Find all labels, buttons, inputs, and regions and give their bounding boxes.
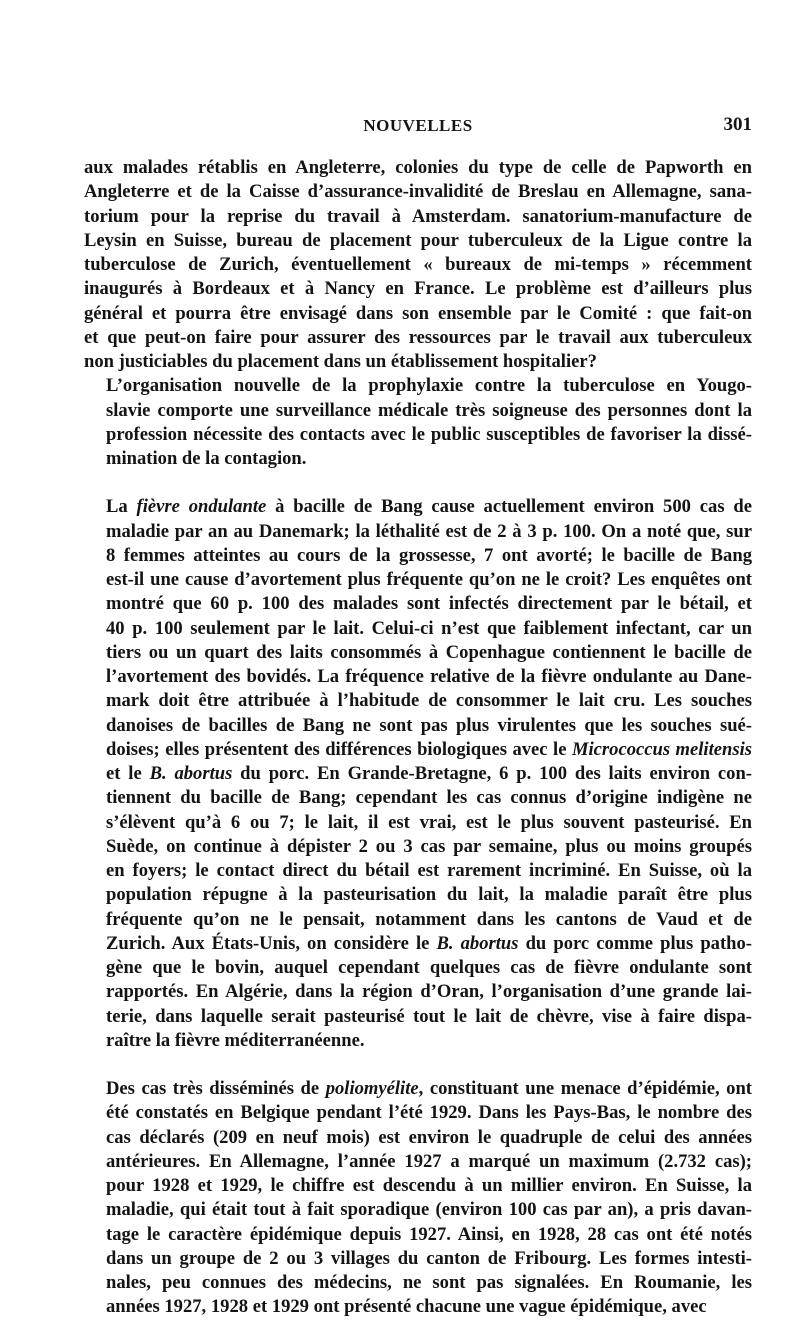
text-line: pour 1928 et 1929, le chiffre est descendu à un millier environ. En Suisse, la xyxy=(106,1175,752,1196)
text-segment: et le xyxy=(106,763,150,784)
text-segment: La xyxy=(106,496,137,518)
text-line: maladie par an au Danemark; la léthalité est de 2 à 3 p. 100. On a noté que, sur xyxy=(106,520,752,542)
text-line xyxy=(84,738,752,762)
text-line: population répugne à la pasteurisation du lait, la maladie paraît être plus xyxy=(106,884,752,906)
text-line: Leysin en Suisse, bureau de placement pour tuberculeux de la Ligue contre la xyxy=(84,229,752,251)
text-line xyxy=(84,1077,752,1101)
text-segment: Zurich. Aux États-Unis, on considère le xyxy=(106,932,437,954)
text-line: profession nécessite des contacts avec le public susceptibles de favoriser la dissé- xyxy=(106,423,752,445)
text-line: années 1927, 1928 et 1929 ont présenté chacune une vague épidémique, avec xyxy=(106,1296,707,1318)
text-line: L’organisation nouvelle de la prophylaxie contre la tuberculose en Yougo- xyxy=(106,375,752,397)
text-line: Angleterre et de la Caisse d’assurance-invalidité de Breslau en Allemagne, sana- xyxy=(84,181,752,203)
paragraph-poliomyelitis xyxy=(84,1077,752,1320)
text-line xyxy=(84,495,752,519)
italic-term: Micrococcus melitensis xyxy=(571,738,752,760)
text-segment: à bacille de Bang cause actuellement environ 500 cas de xyxy=(266,496,752,518)
text-line: tuberculose de Zurich, éventuellement « bureaux de mi-temps » récemment xyxy=(84,254,752,275)
text-line: été constatés en Belgique pendant l’été 1929. Dans les Pays-Bas, le nombre des xyxy=(106,1102,752,1124)
italic-term: fièvre ondulante xyxy=(136,496,267,518)
text-line: dans un groupe de 2 ou 3 villages du canton de Fribourg. Les formes intesti- xyxy=(106,1247,752,1269)
text-line: est-il une cause d’avortement plus fréquente qu’on ne le croit? Les enquêtes ont xyxy=(106,569,752,590)
paragraph-yugoslavia-prophylaxis xyxy=(84,374,752,471)
text-segment: Des cas très disséminés de xyxy=(106,1078,326,1099)
text-line: l’avortement des bovidés. La fréquence relative de la fièvre ondulante au Dane- xyxy=(106,666,752,687)
text-line: aux malades rétablis en Angleterre, colonies du type de celle de Papworth en xyxy=(84,157,752,178)
page-number: 301 xyxy=(723,114,752,135)
text-line: antérieures. En Allemagne, l’année 1927 a marqué un maximum (2.732 cas); xyxy=(106,1150,752,1172)
text-line: tiennent du bacille de Bang; cependant les cas connus d’origine indigène ne xyxy=(106,787,752,809)
paragraph-tuberculosis-work xyxy=(84,156,752,374)
text-line: mark doit être attribuée à l’habitude de consommer le lait cru. Les souches xyxy=(106,690,752,712)
text-line: mination de la contagion. xyxy=(106,448,307,469)
text-line xyxy=(84,932,752,956)
text-line: général et pourra être envisagé dans son ensemble par le Comité : que fait-on xyxy=(84,302,752,324)
text-segment: du porc. En Grande-Bretagne, 6 p. 100 des laits environ con- xyxy=(232,763,752,784)
italic-term: poliomyélite xyxy=(325,1078,419,1099)
text-line: maladie, qui était tout à fait sporadique (environ 100 cas par an), a pris davan- xyxy=(106,1199,752,1221)
text-line: non justiciables du placement dans un établissement hospitalier? xyxy=(84,351,597,372)
text-line: rapportés. En Algérie, dans la région d’Oran, l’organisation d’une grande lai- xyxy=(106,981,752,1003)
text-line: fréquente qu’on ne le pensait, notamment dans les cantons de Vaud et de xyxy=(106,908,752,930)
text-line: tiers ou un quart des laits consommés à Copenhague contiennent le bacille de xyxy=(106,641,752,663)
text-line: Suède, on continue à dépister 2 ou 3 cas par semaine, plus ou moins groupés xyxy=(106,835,752,857)
text-line: inaugurés à Bordeaux et à Nancy en France. Le problème est d’ailleurs plus xyxy=(84,278,752,300)
text-line: cas déclarés (209 en neuf mois) est environ le quadruple de celui des années xyxy=(106,1126,752,1148)
text-line: et que peut-on faire pour assurer des ressources par le travail aux tuberculeux xyxy=(84,326,752,348)
text-line: slavie comporte une surveillance médicale très soigneuse des personnes dont la xyxy=(106,399,752,421)
page-header xyxy=(84,112,752,142)
text-line: montré que 60 p. 100 des malades sont infectés directement par le bétail, et xyxy=(106,593,752,615)
italic-term: B. abortus xyxy=(149,763,233,784)
text-line: s’élèvent qu’à 6 ou 7; le lait, il est vrai, est le plus souvent pasteurisé. En xyxy=(106,811,752,833)
text-line: danoises de bacilles de Bang ne sont pas plus virulentes que les souches sué- xyxy=(106,714,752,736)
section-gap xyxy=(84,1053,752,1077)
running-title: NOUVELLES xyxy=(363,116,473,135)
text-line: torium pour la reprise du travail à Amsterdam. sanatorium-manufacture de xyxy=(84,205,752,227)
text-segment: du porc comme plus patho- xyxy=(518,932,752,954)
article-body xyxy=(84,156,752,1320)
italic-term: B. abortus xyxy=(436,932,519,954)
section-gap xyxy=(84,471,752,495)
text-line: 40 p. 100 seulement par le lait. Celui-ci n’est que faiblement infectant, car un xyxy=(106,617,752,639)
text-line: tage le caractère épidémique depuis 1927. Ainsi, en 1928, 28 cas ont été notés xyxy=(106,1223,752,1245)
text-line: terie, dans laquelle serait pasteurisé tout le lait de chèvre, vise à faire dispa- xyxy=(106,1005,752,1027)
text-line: nales, peu connues des médecins, ne sont pas signalées. En Roumanie, les xyxy=(106,1272,752,1293)
text-segment: doises; elles présentent des différences biologiques avec le xyxy=(106,738,572,760)
text-line xyxy=(84,762,752,786)
text-line: en foyers; le contact direct du bétail est rarement incriminé. En Suisse, où la xyxy=(106,860,752,881)
text-line: gène que le bovin, auquel cependant quelques cas de fièvre ondulante sont xyxy=(106,957,752,978)
text-line: raître la fièvre méditerranéenne. xyxy=(106,1029,365,1051)
paragraph-undulant-fever xyxy=(84,495,752,1053)
text-line: 8 femmes atteintes au cours de la grossesse, 7 ont avorté; le bacille de Bang xyxy=(106,544,752,566)
text-segment: , constituant une menace d’épidémie, ont xyxy=(418,1078,752,1099)
